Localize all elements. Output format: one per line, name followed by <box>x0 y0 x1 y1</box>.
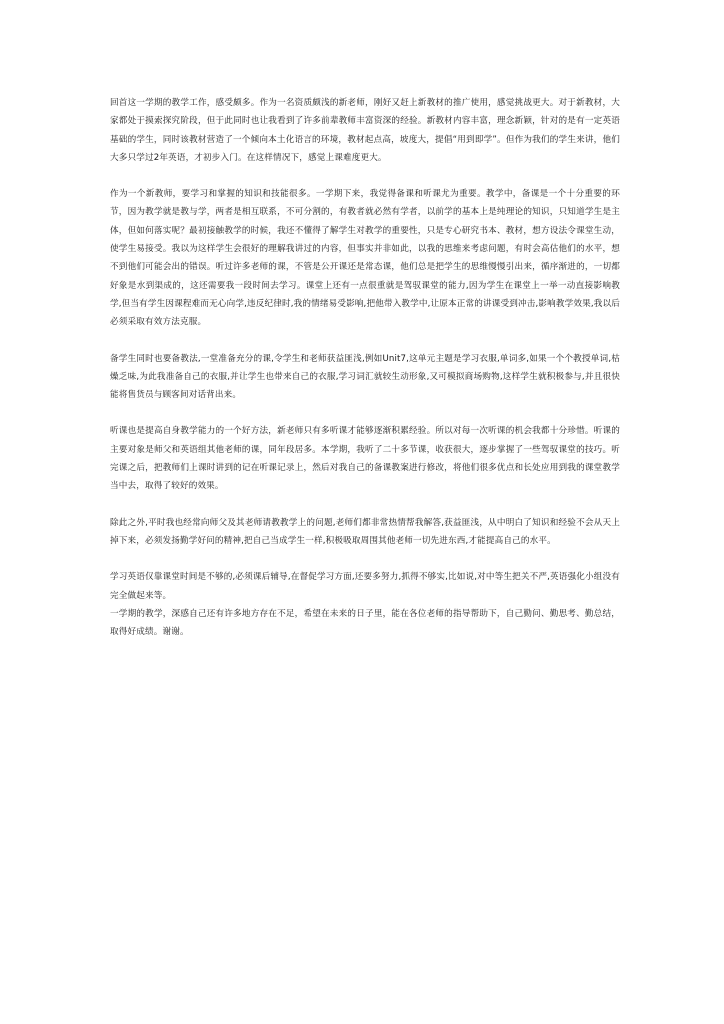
paragraph-reflection-intro: 回首这一学期的教学工作，感受颇多。作为一名资质颇浅的新老师，刚好又赶上新教材的推广使用，感觉挑战更大。对于新教材，大家都处于摸索探究阶段，但于此同时也让我看到了许多前辈教师丰富资深的经验。新教材内容丰富，理念新颖，针对的是有一定英语基础的学生，同时该教材营造了一个倾向本土化语言的环境，教材起点高，坡度大，提倡“用到即学”。但作为我们的学生来讲，他们大多只学过2年英语，才初步入门。在这样情况下，感觉上课难度更大。 <box>110 98 620 163</box>
paragraph-after-class-tutoring: 学习英语仅靠课堂时间是不够的,必须课后辅导,在督促学习方面,还要多努力,抓得不够实,比如说,对中等生把关不严,英语强化小组没有完全做起来等。 <box>110 572 620 601</box>
paragraph-conclusion: 一学期的教学，深感自己还有许多地方存在不足，希望在未来的日子里，能在各位老师的指导帮助下，自己勤问、勤思考、勤总结，取得好成绩。谢谢。 <box>110 608 620 638</box>
document-body <box>110 94 620 659</box>
paragraph-teaching-methods: 备学生同时也要备教法,一堂准备充分的课,令学生和老师获益匪浅,例如Unit7,这单元主题是学习衣服,单词多,如果一个个教授单词,枯燥乏味,为此我准备自己的衣服,并让学生也带来自己的衣服,学习词汇就较生动形象,又可模拟商场购物,这样学生就积极参与,并且很快能将售货员与顾客间对话背出来。 <box>110 353 620 401</box>
paragraph-asking-colleagues: 除此之外,平时我也经常向师父及其老师请教教学上的问题,老师们都非常热情帮我解答,获益匪浅，从中明白了知识和经验不会从天上掉下来，必须发扬勤学好问的精神,把自己当成学生一样,积极吸取周围其他老师一切先进东西,才能提高自己的水平。 <box>110 517 620 546</box>
paragraph-lesson-prep: 作为一个新教师，要学习和掌握的知识和技能很多。一学期下来，我觉得备课和听课尤为重要。教学中，备课是一个十分重要的环节，因为教学就是教与学，两者是相互联系，不可分割的，有教者就必然有学者，以前学的基本上是纯理论的知识，只知道学生是主体，但如何落实呢？最初接触教学的时候，我还不懂得了解学生对教学的重要性，只是专心研究书本、教材，想方设法令课堂生动，使学生易接受。我以为这样学生会很好的理解我讲过的内容，但事实并非如此，以我的思维来考虑问题，有时会高估他们的水平，想不到他们可能会出的错误。听过许多老师的课，不管是公开课还是常态课，他们总是把学生的思维慢慢引出来，循序渐进的，一切都好象是水到渠成的，这还需要我一段时间去学习。课堂上还有一点很重就是驾驭课堂的能力,因为学生在课堂上一举一动直接影响教学,但当有学生因课程难而无心向学,违反纪律时,我的情绪易受影响,把他带入教学中,让原本正常的讲课受到冲击,影响教学效果,我以后必须采取有效方法克服。 <box>110 189 620 328</box>
paragraph-class-observation: 听课也是提高自身教学能力的一个好方法，新老师只有多听课才能够逐渐积累经验。所以对每一次听课的机会我都十分珍惜。听课的主要对象是师父和英语组其他老师的课，同年段居多。本学期，我听了二十多节课，收获很大，逐步掌握了一些驾驭课堂的技巧。听完课之后，把教师们上课时讲到的记在听课记录上，然后对我自己的备课教案进行修改，将他们很多优点和长处应用到我的课堂教学当中去，取得了较好的效果。 <box>110 426 620 492</box>
